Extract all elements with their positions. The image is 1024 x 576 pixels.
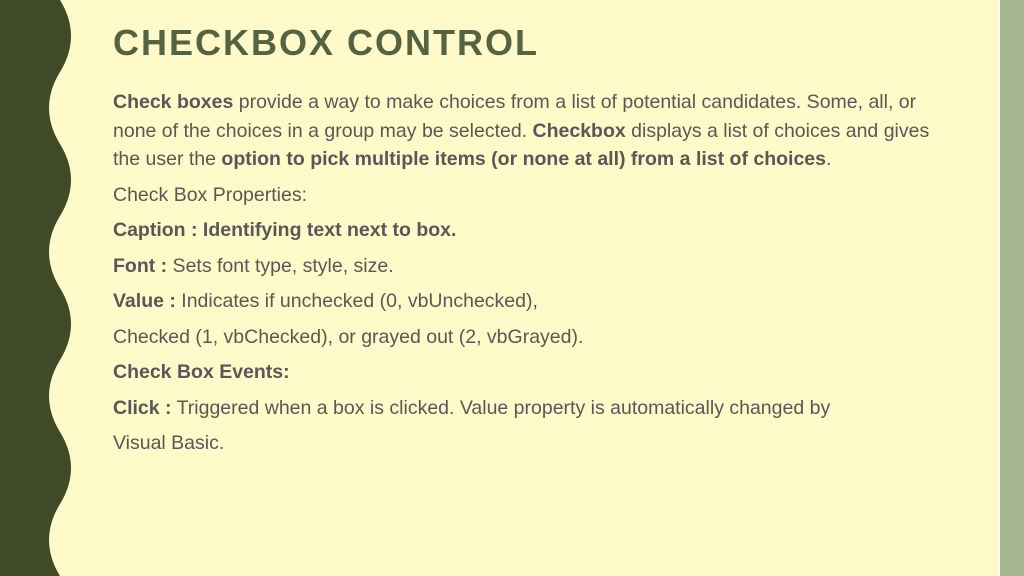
value-item <box>113 287 943 316</box>
term-checkbox: Checkbox <box>532 119 626 142</box>
font-text: Sets font type, style, size. <box>167 254 394 277</box>
font-item <box>113 252 943 281</box>
click-label: Click : <box>113 396 172 419</box>
value-label: Value : <box>113 290 176 312</box>
events-heading-label: Check Box Events: <box>113 361 290 383</box>
slide-body <box>113 88 943 465</box>
left-wave-decoration <box>0 0 80 576</box>
slide-title: CHECKBOX CONTROL <box>113 22 539 63</box>
properties-heading: Check Box Properties: <box>113 183 308 206</box>
click-text: Triggered when a box is clicked. Value property is automatically changed by <box>171 396 831 419</box>
click-continuation: Visual Basic. <box>113 432 225 454</box>
intro-paragraph <box>113 88 943 174</box>
caption-item <box>113 216 943 245</box>
click-item <box>113 394 943 423</box>
intro-emphasis: option to pick multiple items (or none at all) from a list of choices <box>221 148 826 170</box>
events-heading <box>113 358 943 387</box>
intro-text-2: displays a list of choices and gives the user the <box>113 119 930 170</box>
intro-text-1: provide a way to make choices from a list of potential candidates. Some, all, or none of the choices in a group may be selected. <box>113 91 917 142</box>
value-continuation: Checked (1, vbChecked), or grayed out (2, vbGrayed). <box>113 325 584 348</box>
right-accent-bar <box>1000 0 1024 576</box>
value-text: Indicates if unchecked (0, vbUnchecked), <box>175 290 538 312</box>
caption-label: Caption : Identifying text next to box. <box>113 219 457 241</box>
font-label: Font : <box>113 254 168 277</box>
term-check-boxes: Check boxes <box>113 91 234 113</box>
intro-text-3: . <box>825 148 832 170</box>
